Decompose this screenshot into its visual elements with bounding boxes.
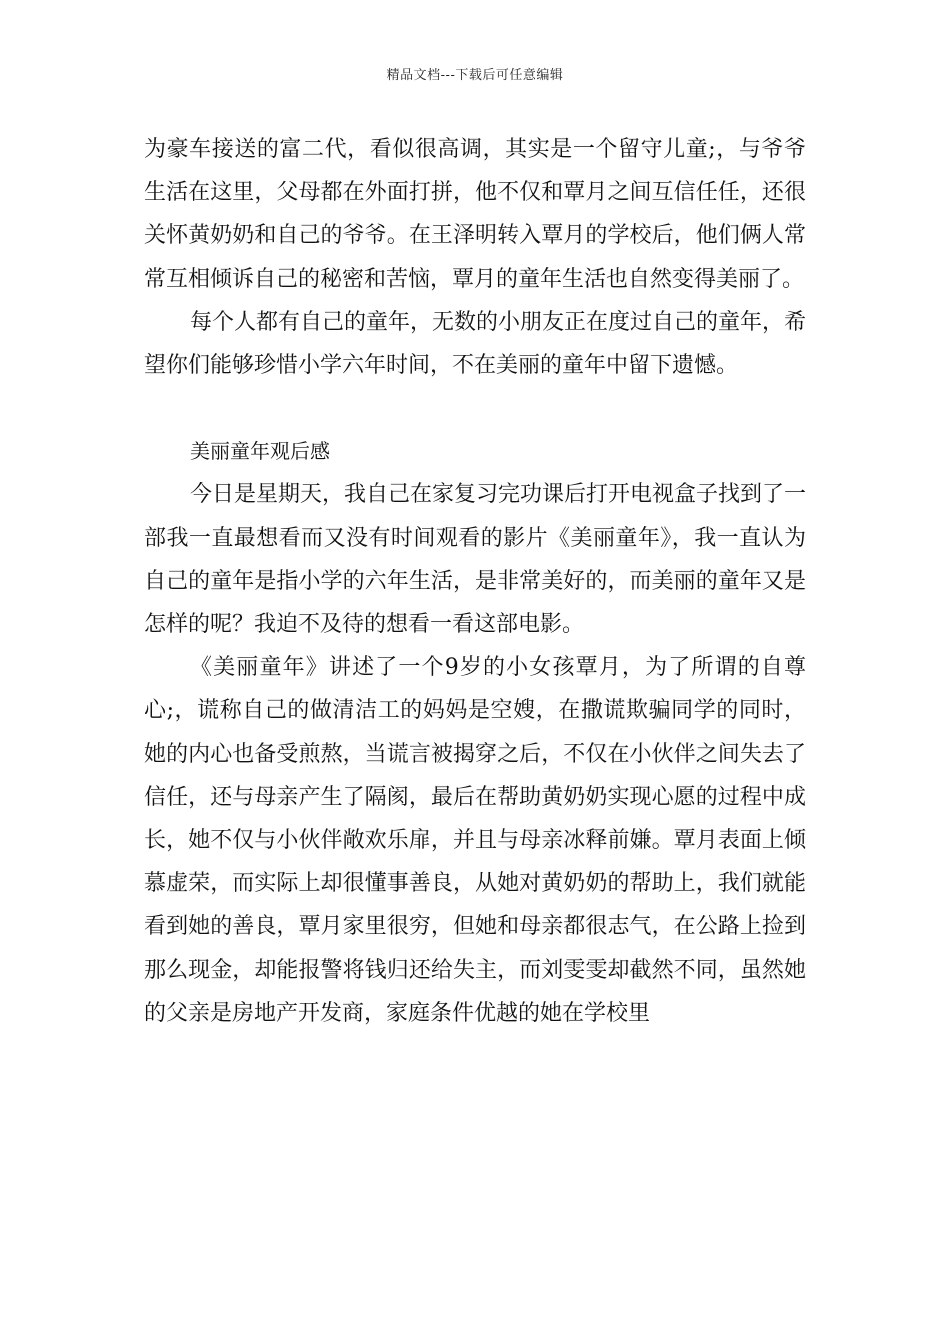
paragraph-summary: 《美丽童年》讲述了一个9岁的小女孩覃月，为了所谓的自尊心;，谎称自己的做清洁工的妈妈是空嫂，在撒谎欺骗同学的同时，她的内心也备受煎熬，当谎言被揭穿之后，不仅在小伙伴之间失去了信任，还与母亲产生了隔阂，最后在帮助黄奶奶实现心愿的过程中成长，她不仅与小伙伴敞欢乐扉，并且与母亲冰释前嫌。覃月表面上倾慕虚荣，而实际上却很懂事善良，从她对黄奶奶的帮助上，我们就能看到她的善良，覃月家里很穷，但她和母亲都很志气，在公路上捡到那么现金，却能报警将钱归还给失主，而刘雯雯却截然不同，虽然她的父亲是房地产开发商，家庭条件优越的她在学校里 [144,655,806,1026]
paragraph-intro: 今日是星期天，我自己在家复习完功课后打开电视盒子找到了一部我一直最想看而又没有时间观看的影片《美丽童年》，我一直认为自己的童年是指小学的六年生活，是非常美好的，而美丽的童年又是怎样的呢？我迫不及待的想看一看这部电影。 [144,482,807,638]
section-title: 美丽童年观后感 [190,439,330,464]
paragraph-continued: 为豪车接送的富二代，看似很高调，其实是一个留守儿童;，与爷爷生活在这里，父母都在外面打拼，他不仅和覃月之间互信任任，还很关怀黄奶奶和自己的爷爷。在王泽明转入覃月的学校后，他们俩人常常互相倾诉自己的秘密和苦恼，覃月的童年生活也自然变得美丽了。 [144,137,806,292]
document-body [144,128,806,1035]
paragraph-conclusion: 每个人都有自己的童年，无数的小朋友正在度过自己的童年，希望你们能够珍惜小学六年时间，不在美丽的童年中留下遗憾。 [144,309,807,379]
section-gap [144,387,806,430]
page-header: 精品文档---下载后可任意编辑 [386,68,564,83]
